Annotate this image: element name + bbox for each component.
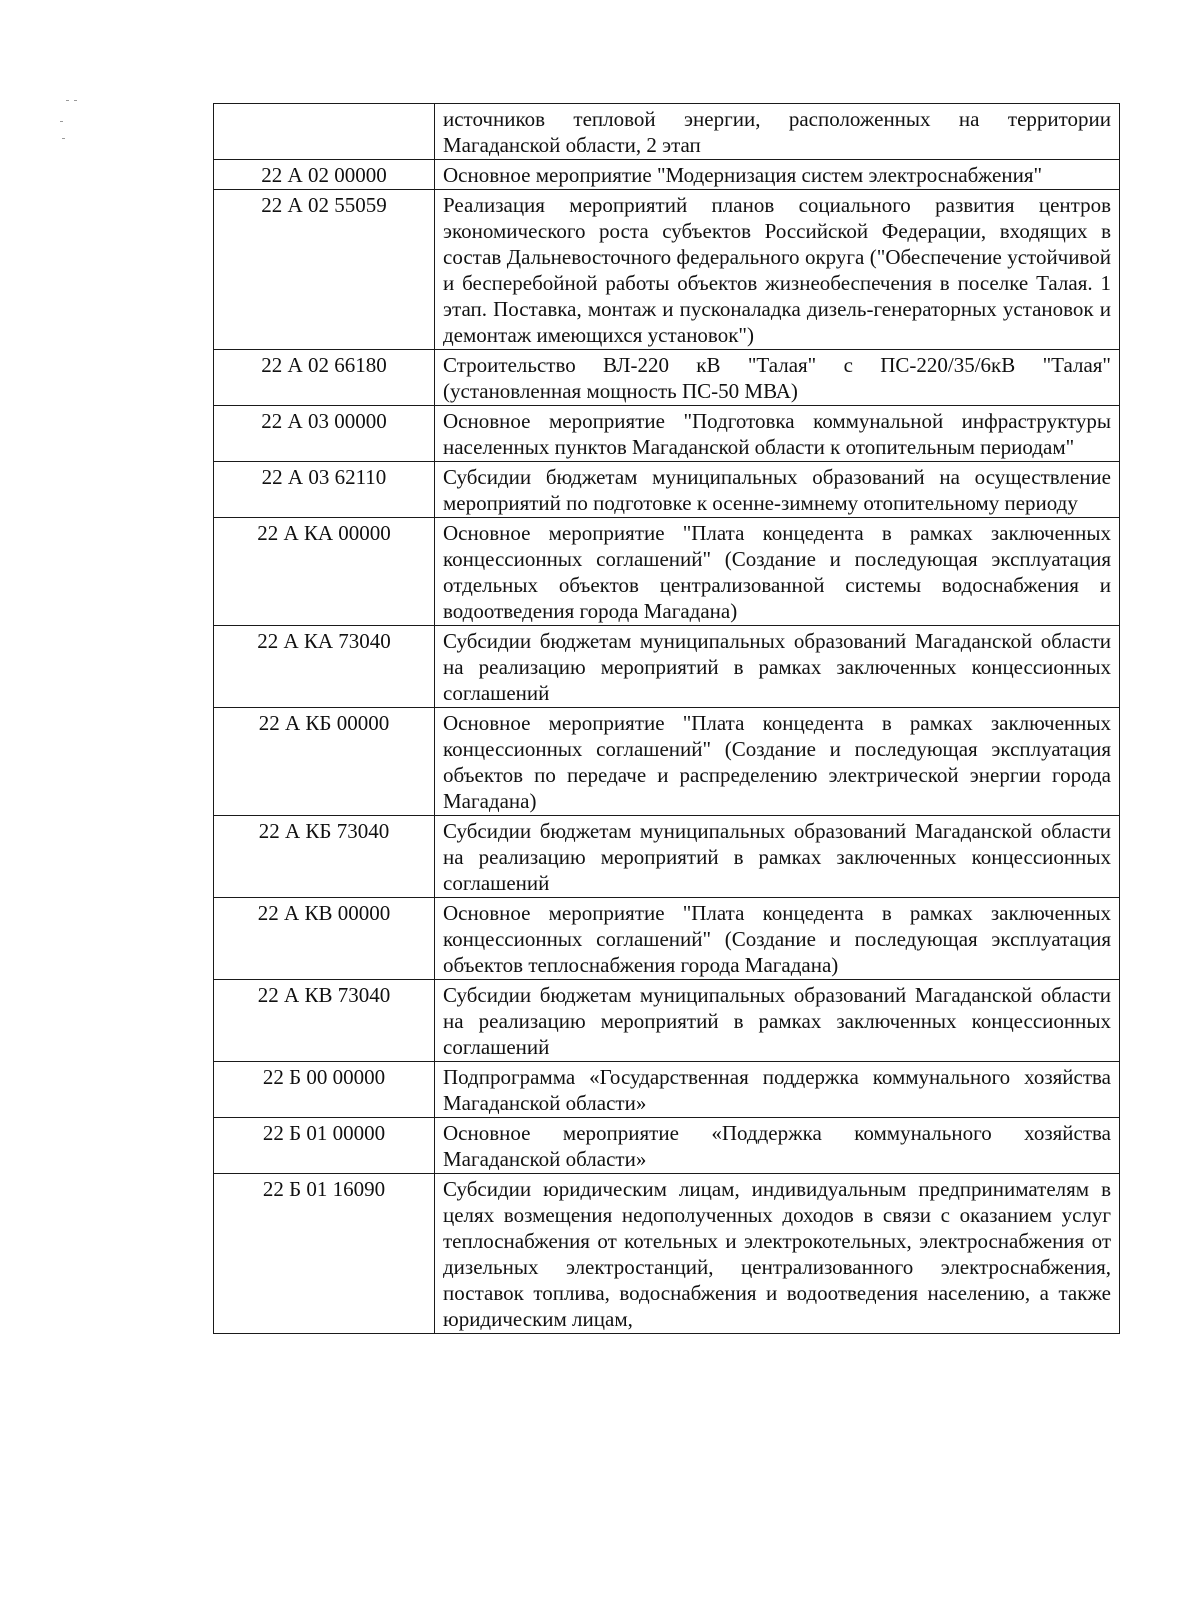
table-row: [214, 190, 1120, 350]
description-cell: Основное мероприятие "Плата концедента в рамках заключенных концессионных соглашений" (Создание и последующая эксплуатация объектов теплоснабжения города Магадана): [435, 898, 1120, 980]
table-row: [214, 518, 1120, 626]
table-row: [214, 160, 1120, 190]
code-cell: 22 А КБ 73040: [214, 816, 435, 898]
code-cell: 22 А КБ 00000: [214, 708, 435, 816]
scan-speck: [66, 100, 69, 101]
code-cell: 22 А КВ 00000: [214, 898, 435, 980]
description-cell: Основное мероприятие "Подготовка коммунальной инфраструктуры населенных пунктов Магаданской области к отопительным периодам": [435, 406, 1120, 462]
description-cell: Основное мероприятие "Плата концедента в рамках заключенных концессионных соглашений" (Создание и последующая эксплуатация объектов по передаче и распределению электрической энергии города Магадана): [435, 708, 1120, 816]
description-cell: Субсидии бюджетам муниципальных образований Магаданской области на реализацию мероприятий в рамках заключенных концессионных соглашений: [435, 816, 1120, 898]
code-cell: 22 А 03 00000: [214, 406, 435, 462]
budget-code-table: [213, 103, 1120, 1334]
description-cell: Реализация мероприятий планов социального развития центров экономического роста субъектов Российской Федерации, входящих в состав Дальневосточного федерального округа ("Обеспечение устойчивой и бесперебойной работы объектов жизнеобеспечения в поселке Талая. 1 этап. Поставка, монтаж и пусконаладка дизель-генераторных установок и демонтаж имеющихся установок"): [435, 190, 1120, 350]
code-cell: 22 А 02 00000: [214, 160, 435, 190]
table-row: [214, 708, 1120, 816]
code-cell: 22 А 02 66180: [214, 350, 435, 406]
table-row: [214, 104, 1120, 160]
table-row: [214, 980, 1120, 1062]
table-row: [214, 350, 1120, 406]
code-cell: 22 А КА 73040: [214, 626, 435, 708]
description-cell: Субсидии бюджетам муниципальных образований Магаданской области на реализацию мероприятий в рамках заключенных концессионных соглашений: [435, 626, 1120, 708]
code-cell: 22 Б 00 00000: [214, 1062, 435, 1118]
table-body: [214, 104, 1120, 1334]
code-cell: 22 А 02 55059: [214, 190, 435, 350]
description-cell: Субсидии юридическим лицам, индивидуальным предпринимателям в целях возмещения недополученных доходов в связи с оказанием услуг теплоснабжения от котельных и электрокотельных, электроснабжения от дизельных электростанций, централизованного электроснабжения, поставок топлива, водоснабжения и водоотведения населению, а также юридическим лицам,: [435, 1174, 1120, 1334]
table-row: [214, 898, 1120, 980]
scan-speck: [74, 100, 77, 101]
table-row: [214, 816, 1120, 898]
table-row: [214, 406, 1120, 462]
table-row: [214, 626, 1120, 708]
table-row: [214, 1118, 1120, 1174]
code-cell: 22 Б 01 16090: [214, 1174, 435, 1334]
description-cell: источников тепловой энергии, расположенных на территории Магаданской области, 2 этап: [435, 104, 1120, 160]
table-row: [214, 462, 1120, 518]
code-cell: 22 А КА 00000: [214, 518, 435, 626]
code-cell: 22 Б 01 00000: [214, 1118, 435, 1174]
scan-speck: [62, 138, 65, 139]
description-cell: Строительство ВЛ-220 кВ "Талая" с ПС-220/35/6кВ "Талая" (установленная мощность ПС-50 МВА): [435, 350, 1120, 406]
description-cell: Подпрограмма «Государственная поддержка коммунального хозяйства Магаданской области»: [435, 1062, 1120, 1118]
description-cell: Основное мероприятие «Поддержка коммунального хозяйства Магаданской области»: [435, 1118, 1120, 1174]
table-row: [214, 1174, 1120, 1334]
description-cell: Основное мероприятие "Модернизация систем электроснабжения": [435, 160, 1120, 190]
code-cell: [214, 104, 435, 160]
description-cell: Субсидии бюджетам муниципальных образований Магаданской области на реализацию мероприятий в рамках заключенных концессионных соглашений: [435, 980, 1120, 1062]
code-cell: 22 А 03 62110: [214, 462, 435, 518]
description-cell: Основное мероприятие "Плата концедента в рамках заключенных концессионных соглашений" (Создание и последующая эксплуатация отдельных объектов централизованной системы водоснабжения и водоотведения города Магадана): [435, 518, 1120, 626]
code-cell: 22 А КВ 73040: [214, 980, 435, 1062]
scan-speck: [60, 121, 63, 122]
table-row: [214, 1062, 1120, 1118]
description-cell: Субсидии бюджетам муниципальных образований на осуществление мероприятий по подготовке к осенне-зимнему отопительному периоду: [435, 462, 1120, 518]
